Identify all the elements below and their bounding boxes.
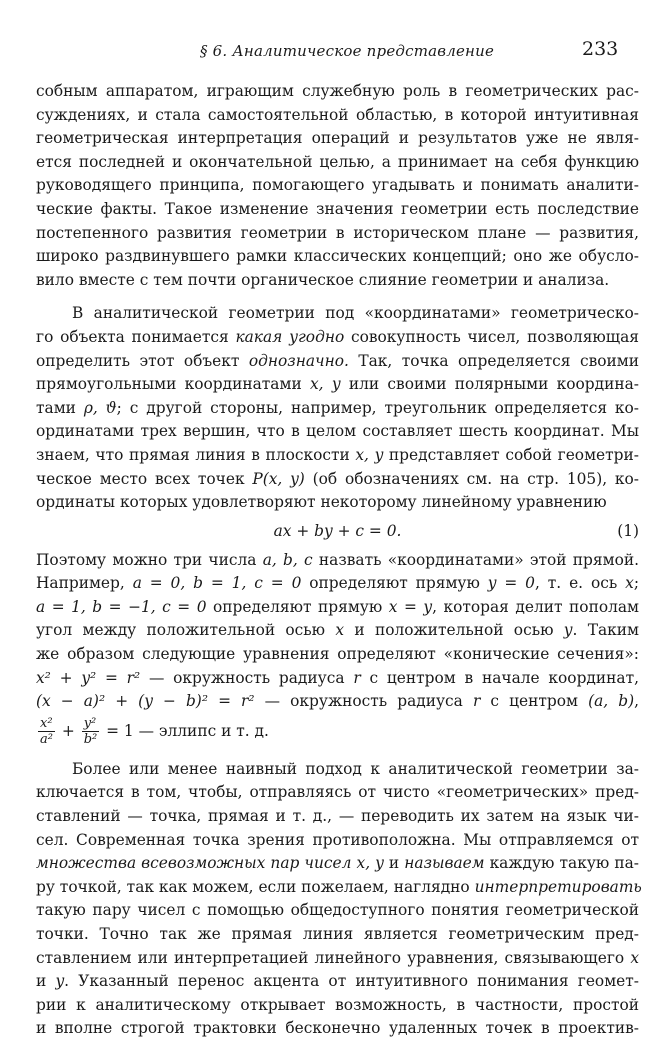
text-line: знаем, что прямая линия в плоскости x, y представляет собой геометри- xyxy=(36,445,639,464)
text-line: ческое место всех точек P(x, y) (об обозначениях см. на стр. 105), ко- xyxy=(36,469,640,488)
paragraph-3 xyxy=(36,549,639,748)
text-line: В аналитической геометрии под «координатами» геометрическо- xyxy=(72,304,639,323)
text-line: рии к аналитическому открывает возможность, в частности, простой xyxy=(36,995,639,1014)
ellipse-equation-line: $\frac{\text{x²}}{\text{a²}}$ + $\frac{\text{y²}}{\text{b²}}$ = 1 — эллипс и т. д. xyxy=(40,716,269,748)
text-line: сел. Современная точка зрения противоположна. Мы отправляемся от xyxy=(36,830,639,849)
equation-number: (1) xyxy=(617,521,639,540)
text-line: вило вместе с тем почти органическое слияние геометрии и анализа. xyxy=(36,270,610,289)
math-vars: x, y xyxy=(310,375,341,394)
text-line: ческие факты. Такое изменение значения геометрии есть последствие xyxy=(36,199,639,218)
fraction: $\frac{\text{y²}}{\text{b²}}$ xyxy=(83,716,98,748)
text-line: угол между положительной осью x и положительной осью y. Таким xyxy=(36,621,639,640)
text-line: и y. Указанный перенос акцента от интуитивного понимания геомет- xyxy=(36,972,639,991)
text-line: го объекта понимается какая угодно совокупность чисел, позволяющая xyxy=(36,327,639,346)
text-line: такую пару чисел с помощью общедоступного понятия геометрической xyxy=(36,901,639,920)
text-line: же образом следующие уравнения определяют «конические сечения»: xyxy=(36,645,639,664)
text-line: ставлений — точка, прямая и т. д., — переводить их затем на язык чи- xyxy=(36,807,639,826)
text-line: (x − a)² + (y − b)² = r² — окружность радиуса r с центром (a, b), xyxy=(36,692,640,711)
math-vars: x, y xyxy=(355,445,384,464)
text-line: геометрическая интерпретация операций и результатов уже не явля- xyxy=(36,129,639,148)
text-line: Например, a = 0, b = 1, c = 0 определяют прямую y = 0, т. е. ось x; xyxy=(36,574,639,593)
fraction: $\frac{\text{x²}}{\text{a²}}$ xyxy=(40,716,53,748)
text-line: ставлением или интерпретацией линейного уравнения, связывающего x xyxy=(36,948,639,967)
running-header xyxy=(0,38,672,68)
text-line: Поэтому можно три числа a, b, c назвать «координатами» этой прямой. xyxy=(36,550,640,569)
text-line: a = 1, b = −1, c = 0 определяют прямую x = y, которая делит пополам xyxy=(36,597,640,616)
text-line: ординаты которых удовлетворяют некоторому линейному уравнению xyxy=(36,493,607,512)
text-line: ординатами трех вершин, что в целом составляет шесть координат. Мы xyxy=(36,422,639,441)
equation-1 xyxy=(36,520,639,544)
text-line: определить этот объект однозначно. Так, точка определяется своими xyxy=(36,351,639,370)
text-line: собным аппаратом, играющим служебную роль в геометрических рас- xyxy=(36,82,639,100)
text-line: суждениях, и стала самостоятельной областью, в которой интуитивная xyxy=(36,105,639,124)
running-title: § 6. Аналитическое представление xyxy=(200,42,495,60)
text-line: широко раздвинувшего рамки классических концепций; оно же обусло- xyxy=(36,247,639,266)
text-line: тами ρ, ϑ; с другой стороны, например, треугольник определяется ко- xyxy=(36,398,640,417)
text-line: руководящего принципа, помогающего угадывать и понимать аналити- xyxy=(36,176,639,195)
text-line: ключается в том, чтобы, отправляясь от чисто «геометрических» пред- xyxy=(36,783,639,802)
page-body xyxy=(36,80,642,1041)
text-line: и вполне строгой трактовки бесконечно удаленных точек в проектив- xyxy=(36,1019,639,1038)
paragraph-1 xyxy=(36,80,639,292)
page-number: 233 xyxy=(582,38,619,60)
emphasis: какая угодно xyxy=(235,327,345,346)
emphasis: однозначно. xyxy=(248,351,349,370)
math-vars: ρ, ϑ xyxy=(83,398,117,417)
text-line: точки. Точно так же прямая линия является геометрическим пред- xyxy=(36,925,639,943)
text-line: множества всевозможных пар чисел x, y и называем каждую такую па- xyxy=(36,854,639,873)
text-line: ру точкой, так как можем, если пожелаем, наглядно интерпретировать xyxy=(36,877,642,896)
text-line: прямоугольными координатами x, y или своими полярными координа- xyxy=(36,375,639,394)
text-line: ется последней и окончательной целью, а принимает на себя функцию xyxy=(36,152,639,171)
text-line: Более или менее наивный подход к аналитической геометрии за- xyxy=(72,759,639,778)
math-point: P(x, y) xyxy=(252,469,305,488)
text-line: постепенного развития геометрии в историческом плане — развития, xyxy=(36,223,639,242)
paragraph-4 xyxy=(36,758,642,1041)
text-line: x² + y² = r² — окружность радиуса r с центром в начале координат, xyxy=(36,668,639,687)
paragraph-2 xyxy=(36,302,639,514)
equation-text: ax + by + c = 0. xyxy=(273,521,402,540)
